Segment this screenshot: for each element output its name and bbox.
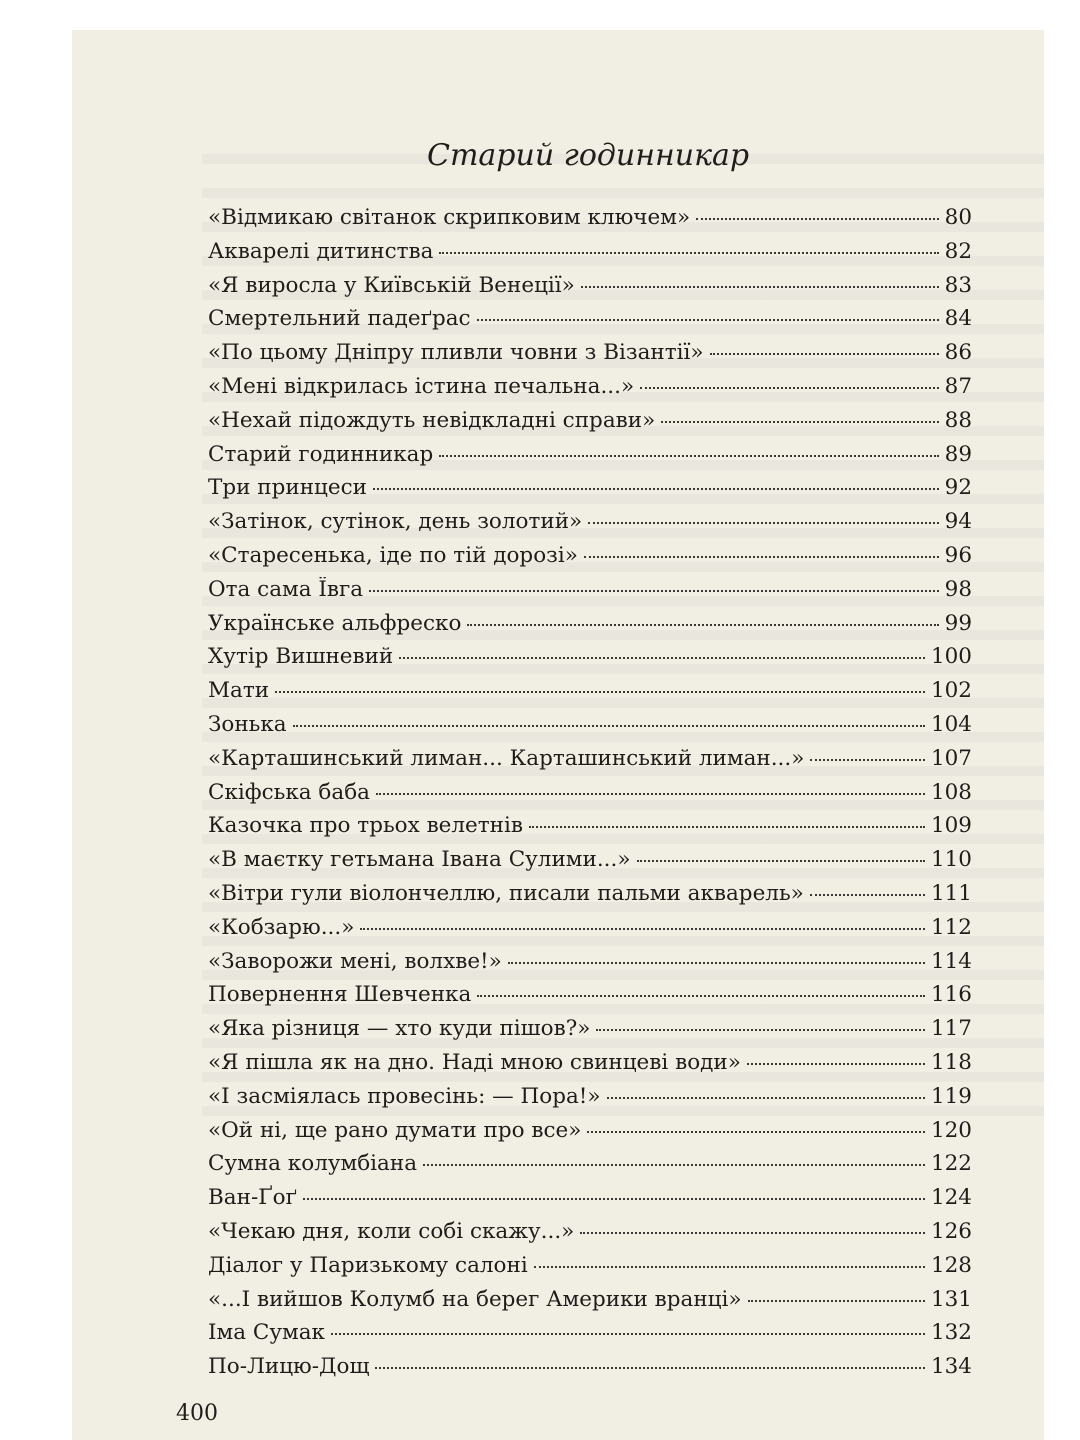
- toc-entry: [208, 678, 972, 712]
- entry-page-number: 104: [930, 711, 972, 737]
- entry-page-number: 112: [930, 914, 972, 940]
- entry-title: «Затінок, сутінок, день золотий»: [208, 509, 583, 535]
- entry-title: Мати: [208, 678, 270, 704]
- dot-leader: [596, 1029, 925, 1031]
- dot-leader: [584, 556, 939, 558]
- toc-entry: [208, 543, 972, 577]
- dot-leader: [810, 894, 925, 896]
- toc-entry: [208, 712, 972, 746]
- dot-leader: [534, 1266, 925, 1268]
- toc-entry: [208, 408, 972, 442]
- toc-entry: [208, 1354, 972, 1388]
- dot-leader: [748, 1300, 925, 1302]
- dot-leader: [376, 793, 925, 795]
- entry-title: «...І вийшов Колумб на берег Америки вранці»: [208, 1286, 742, 1312]
- entry-title: «Заворожи мені, волхве!»: [208, 948, 502, 974]
- toc-entry: [208, 780, 972, 814]
- entry-title: Сумна колумбіана: [208, 1151, 418, 1177]
- dot-leader: [587, 1131, 925, 1133]
- section-title: Старий годинникар: [427, 138, 750, 173]
- toc-entry: [208, 611, 972, 645]
- toc-entry: [208, 1118, 972, 1152]
- entry-page-number: 83: [944, 272, 972, 298]
- dot-leader: [529, 826, 925, 828]
- entry-title: Ван-Ґоґ: [208, 1185, 297, 1211]
- dot-leader: [477, 319, 939, 321]
- entry-page-number: 114: [930, 948, 972, 974]
- entry-title: По-Лицю-Дощ: [208, 1354, 370, 1380]
- dot-leader: [640, 387, 939, 389]
- folio-page-number: 400: [176, 1401, 218, 1426]
- toc-entry: [208, 1219, 972, 1253]
- dot-leader: [588, 522, 938, 524]
- entry-page-number: 116: [930, 982, 972, 1008]
- toc-entry: [208, 881, 972, 915]
- dot-leader: [293, 725, 925, 727]
- entry-page-number: 111: [930, 880, 972, 906]
- entry-title: «Чекаю дня, коли собі скажу...»: [208, 1218, 575, 1244]
- dot-leader: [607, 1097, 925, 1099]
- toc-entry: [208, 1050, 972, 1084]
- toc-entry: [208, 847, 972, 881]
- dot-leader: [637, 860, 925, 862]
- entry-page-number: 117: [930, 1016, 972, 1042]
- toc-entry: [208, 475, 972, 509]
- dot-leader: [439, 252, 938, 254]
- dot-leader: [467, 624, 938, 626]
- toc-entry: [208, 813, 972, 847]
- entry-page-number: 92: [944, 475, 972, 501]
- toc-entry: [208, 1151, 972, 1185]
- entry-title: Зонька: [208, 711, 287, 737]
- entry-page-number: 120: [930, 1117, 972, 1143]
- entry-title: «І засміялась провесінь: — Пора!»: [208, 1083, 601, 1109]
- entry-title: Три принцеси: [208, 475, 367, 501]
- entry-page-number: 99: [944, 610, 972, 636]
- entry-page-number: 98: [944, 576, 972, 602]
- toc-entry: [208, 239, 972, 273]
- toc-entry: [208, 577, 972, 611]
- entry-title: Старий годинникар: [208, 441, 434, 467]
- toc-entry: [208, 1084, 972, 1118]
- entry-page-number: 110: [930, 847, 972, 873]
- dot-leader: [581, 286, 939, 288]
- entry-page-number: 102: [930, 678, 972, 704]
- dot-leader: [696, 218, 939, 220]
- entry-page-number: 119: [930, 1083, 972, 1109]
- entry-title: Українське альфреско: [208, 610, 462, 636]
- book-page: [72, 30, 1044, 1440]
- entry-page-number: 96: [944, 542, 972, 568]
- entry-page-number: 134: [930, 1354, 972, 1380]
- entry-title: «Яка різниця — хто куди пішов?»: [208, 1016, 591, 1042]
- entry-page-number: 132: [930, 1320, 972, 1346]
- dot-leader: [360, 928, 925, 930]
- dot-leader: [375, 1367, 925, 1369]
- entry-title: Іма Сумак: [208, 1320, 325, 1346]
- entry-title: «В маєтку гетьмана Івана Сулими...»: [208, 847, 631, 873]
- dot-leader: [661, 421, 938, 423]
- entry-page-number: 108: [930, 779, 972, 805]
- toc-entry: [208, 1287, 972, 1321]
- entry-page-number: 89: [944, 441, 972, 467]
- entry-page-number: 80: [944, 205, 972, 230]
- toc-entry: [208, 1320, 972, 1354]
- dot-leader: [477, 995, 925, 997]
- dot-leader: [369, 590, 939, 592]
- table-of-contents: [208, 205, 972, 1388]
- entry-title: Казочка про трьох велетнів: [208, 813, 523, 839]
- dot-leader: [508, 962, 925, 964]
- toc-entry: [208, 644, 972, 678]
- toc-entry: [208, 509, 972, 543]
- entry-page-number: 126: [930, 1218, 972, 1244]
- toc-entry: [208, 982, 972, 1016]
- entry-title: «Карташинський лиман... Карташинський лиман...»: [208, 745, 805, 771]
- dot-leader: [810, 759, 925, 761]
- entry-page-number: 124: [930, 1185, 972, 1211]
- entry-page-number: 128: [930, 1252, 972, 1278]
- toc-entry: [208, 949, 972, 983]
- toc-entry: [208, 1185, 972, 1219]
- entry-title: «Старесенька, іде по тій дорозі»: [208, 542, 578, 568]
- entry-title: «Вітри гули віолончеллю, писали пальми акварель»: [208, 880, 804, 906]
- dot-leader: [303, 1198, 925, 1200]
- entry-title: «Ой ні, ще рано думати про все»: [208, 1117, 582, 1143]
- entry-title: «Мені відкрилась істина печальна...»: [208, 373, 635, 399]
- toc-entry: [208, 340, 972, 374]
- entry-page-number: 86: [944, 340, 972, 366]
- entry-title: «Я виросла у Київській Венеції»: [208, 272, 575, 298]
- entry-title: Повернення Шевченка: [208, 982, 472, 1008]
- entry-title: Смертельний падеґрас: [208, 306, 471, 332]
- dot-leader: [331, 1333, 925, 1335]
- entry-page-number: 84: [944, 306, 972, 332]
- entry-title: «Нехай підождуть невідкладні справи»: [208, 407, 656, 433]
- entry-page-number: 100: [930, 644, 972, 670]
- entry-page-number: 122: [930, 1151, 972, 1177]
- entry-page-number: 109: [930, 813, 972, 839]
- entry-title: Скіфська баба: [208, 779, 370, 805]
- toc-entry: [208, 205, 972, 239]
- entry-page-number: 82: [944, 238, 972, 264]
- dot-leader: [373, 488, 939, 490]
- entry-title: Діалог у Паризькому салоні: [208, 1252, 528, 1278]
- entry-title: «Відмикаю світанок скрипковим ключем»: [208, 205, 691, 230]
- toc-entry: [208, 915, 972, 949]
- entry-title: Хутір Вишневий: [208, 644, 394, 670]
- entry-title: «По цьому Дніпру пливли човни з Візантії»: [208, 340, 704, 366]
- toc-entry: [208, 1253, 972, 1287]
- dot-leader: [423, 1164, 925, 1166]
- entry-title: «Я пішла як на дно. Наді мною свинцеві води»: [208, 1049, 741, 1075]
- toc-entry: [208, 1016, 972, 1050]
- entry-title: Акварелі дитинства: [208, 238, 434, 264]
- entry-title: Ота сама Ївга: [208, 576, 364, 602]
- toc-entry: [208, 442, 972, 476]
- entry-page-number: 118: [930, 1049, 972, 1075]
- toc-entry: [208, 374, 972, 408]
- entry-page-number: 94: [944, 509, 972, 535]
- entry-page-number: 107: [930, 745, 972, 771]
- entry-title: «Кобзарю...»: [208, 914, 355, 940]
- dot-leader: [439, 455, 938, 457]
- toc-entry: [208, 273, 972, 307]
- dot-leader: [275, 691, 925, 693]
- toc-entry: [208, 306, 972, 340]
- dot-leader: [747, 1063, 925, 1065]
- dot-leader: [399, 657, 925, 659]
- entry-page-number: 87: [944, 373, 972, 399]
- dot-leader: [710, 353, 939, 355]
- entry-page-number: 88: [944, 407, 972, 433]
- toc-entry: [208, 746, 972, 780]
- dot-leader: [580, 1232, 925, 1234]
- entry-page-number: 131: [930, 1286, 972, 1312]
